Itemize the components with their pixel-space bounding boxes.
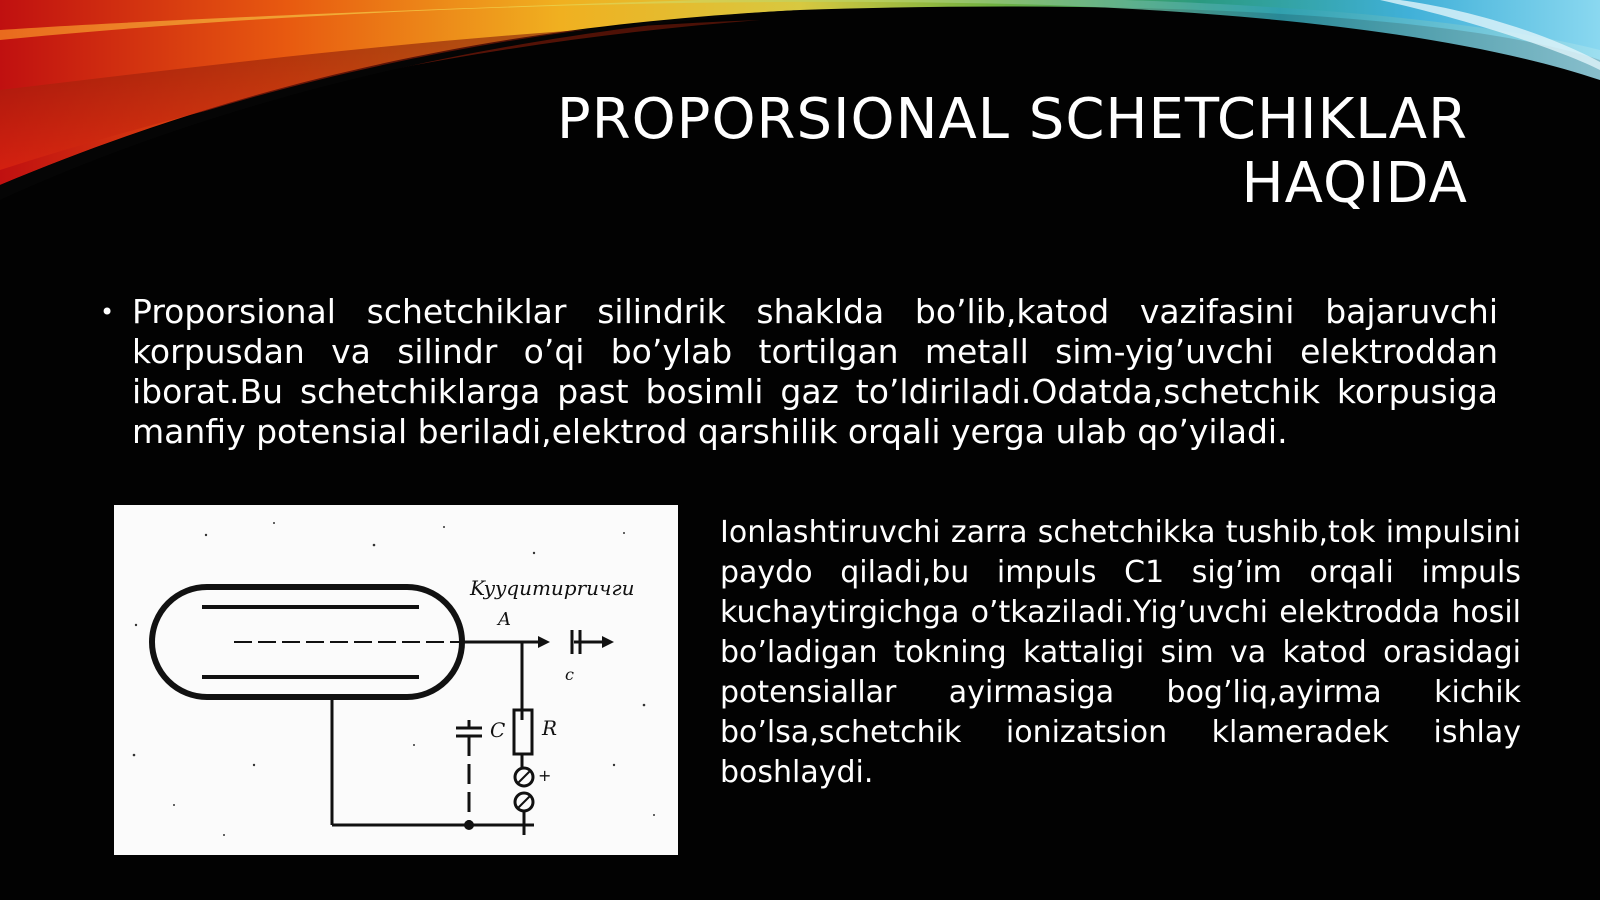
label-plus: + — [538, 766, 552, 785]
slide-title: PROPORSIONAL SCHETCHIKLAR HAQIDA — [556, 87, 1468, 216]
label-c: C — [490, 718, 506, 742]
label-amplifier: Kyyqumuprичги — [470, 576, 635, 600]
label-r: R — [542, 716, 558, 740]
label-a: A — [498, 609, 511, 630]
counter-circuit-diagram — [114, 505, 678, 855]
bullet-item — [100, 292, 1498, 452]
description-text: Ionlashtiruvchi zarra schetchikka tushib,tok impulsini paydo qiladi,bu impuls C1 sig’im orqali impuls kuchaytirgichga o’tkaziladi.Yig’uvchi elektrodda hosil bo’ladigan tokning kattaligi sim va katod orasidagi potensiallar ayirmasiga bog’liq,ayirma kichik bo’lsa,schetchik ionizatsion klameradek ishlay boshlaydi. — [720, 515, 1521, 790]
bullet-text: Proporsional schetchiklar silindrik shaklda bo’lib,katod vazifasini bajaruvchi korpusdan va silindr o’qi bo’ylab tortilgan metall sim-yig’uvchi elektroddan iborat.Bu schetchiklarga past bosimli gaz to’ldiriladi.Odatda,schetchik korpusiga manfiy potensial beriladi,elektrod qarshilik orqali yerga ulab qo’yiladi. — [132, 292, 1498, 451]
label-c-small: c — [565, 665, 574, 684]
bullet-marker: • — [100, 298, 115, 326]
